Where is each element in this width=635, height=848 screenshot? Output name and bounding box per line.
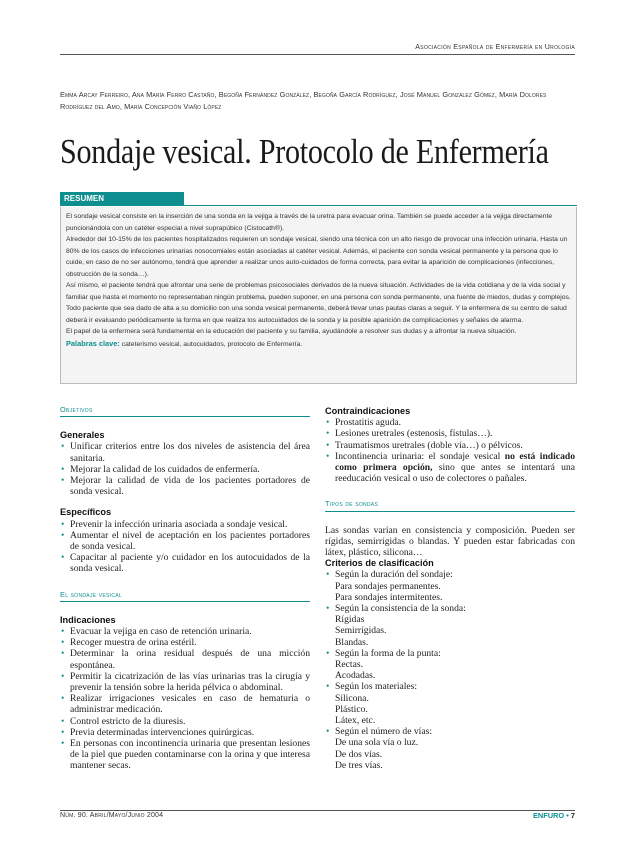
subheading-generales: Generales xyxy=(60,430,105,441)
resumen-paragraph: El sondaje vesical consiste en la inserción de una sonda en la vejiga a través de la uretra para evacuar orina. También se puede acceder a la vejiga directamente puncionándola con un catéter especial a nivel suprapúbico (Cistocath®). xyxy=(66,213,553,232)
contraindicaciones-list xyxy=(325,417,575,484)
list-item xyxy=(325,451,575,485)
contra-text: Incontinencia urinaria: el sondaje vesical xyxy=(335,450,505,462)
article-title: Sondaje vesical. Protocolo de Enfermería xyxy=(60,132,549,171)
contra-bold: no está indicado como primera opción, xyxy=(335,450,575,474)
header-rule xyxy=(60,54,575,55)
resumen-paragraph: El papel de la enfermera será fundamental en la educación del paciente y su familia, ayudándole a resolver sus dudas y a afrontar la nueva situación. xyxy=(66,328,517,335)
resumen-paragraph: Alrededor del 10-15% de los pacientes hospitalizados requieren un sondaje vesical, siendo una técnica con un alto riesgo de provocar una infección urinaria. Hasta un 80% de los casos de infecciones urinarias nosocomiales están asociadas al catéter vesical. Además, el paciente con sonda vesical permanente y la persona que lo cuide, en caso de no ser autónomo, tendrá que aprender a realizar unos auto-cuidados de forma correcta, para evitar la aparición de complicaciones (infecciones, obstrucción de la sonda…). xyxy=(66,236,568,278)
footer-page xyxy=(533,811,575,820)
list-item: • Permitir la cicatrización de las vías urinarias tras la cirugía y prevenir la tensión sobre la herida pélvica o abdominal. xyxy=(60,671,310,693)
list-item: • Lesiones uretrales (estenosis, fístulas…). xyxy=(325,428,575,439)
footer-rule xyxy=(60,810,575,811)
list-item: • Determinar la orina residual después de una micción espontánea. xyxy=(60,648,310,670)
sub-item: Para sondajes permanentes. xyxy=(335,580,441,592)
subheading-contraindicaciones: Contraindicaciones xyxy=(325,406,411,416)
list-item: • Según el número de vías: xyxy=(325,726,575,737)
list-item: • Prevenir la infección urinaria asociada a sondaje vesical. xyxy=(60,519,310,530)
sub-item: Blandas. xyxy=(335,636,369,648)
journal-header: Asociación Española de Enfermería en Urología xyxy=(415,44,575,51)
sub-item: Para sondajes intermitentes. xyxy=(335,591,443,603)
list-item: • Previa determinadas intervenciones quirúrgicas. xyxy=(60,727,310,738)
sub-item: Silicona. xyxy=(335,692,369,704)
especificos-list xyxy=(60,519,310,575)
bullet-separator: • xyxy=(566,811,569,820)
list-item: • Según los materiales: xyxy=(325,681,575,692)
list-item: • Según la consistencia de la sonda: xyxy=(325,603,575,614)
authors: Emma Arcay Ferreiro, Ana María Ferro Castaño, Begoña Fernández González, Begoña García Rodríguez, José Manuel González Gómez, María Dolores Rodríguez del Amo, María Concepción Viaño López xyxy=(60,90,547,111)
sub-item: Rígidas xyxy=(335,614,365,626)
list-item: • Mejorar la calidad de los cuidados de enfermería. xyxy=(60,464,310,475)
left-column xyxy=(60,404,310,772)
section-sondaje-vesical: El sondaje vesical xyxy=(60,589,310,602)
sub-item: Rectas. xyxy=(335,659,363,671)
footer-issue: Núm. 90. Abril/Mayo/Junio 2004 xyxy=(60,812,164,819)
page-number: 7 xyxy=(570,811,575,820)
subheading-criterios: Criterios de clasificación xyxy=(325,558,434,569)
indicaciones-list xyxy=(60,626,310,772)
list-item: • Prostatitis aguda. xyxy=(325,417,575,428)
subheading-indicaciones: Indicaciones xyxy=(60,614,116,625)
list-item: • Realizar irrigaciones vesicales en caso de hematuria o administrar medicación. xyxy=(60,693,310,715)
contra-text: sino que antes se intentará una reeducación vesical o uso de colectores o pañales. xyxy=(335,462,575,485)
journal-name: ENFURO xyxy=(532,811,565,820)
list-item: • Capacitar al paciente y/o cuidador en los autocuidados de la sonda vesical. xyxy=(60,552,310,574)
generales-list xyxy=(60,441,310,497)
sub-item: De tres vías. xyxy=(335,759,383,771)
keywords-label: Palabras clave: xyxy=(66,338,120,348)
sub-item: Látex, etc. xyxy=(335,715,376,727)
list-item: • Según la duración del sondaje: xyxy=(325,569,575,580)
tipos-paragraph: Las sondas varían en consistencia y composición. Pueden ser rígidas, semirrígidas o blandas. Y pueden estar fabricadas con látex, plástico, silicona… xyxy=(325,524,575,559)
section-tipos-de-sondas: Tipos de sondas xyxy=(325,498,575,511)
subheading-especificos: Específicos xyxy=(60,507,112,518)
section-objetivos: Objetivos xyxy=(60,404,310,417)
sub-item: Semirrígidas. xyxy=(335,625,387,637)
resumen-paragraph: Así mismo, el paciente tendrá que afrontar una serie de problemas psicosociales derivados de la nueva situación. Actividades de la vida cotidiana y de la vida social y familiar que hasta el momento no representaban ningún problema, pueden suponer, en una persona con sonda permanente, una fuente de miedos, dudas y complejos. xyxy=(66,282,571,301)
criterios-list xyxy=(325,569,575,580)
list-item: • Unificar criterios entre los dos niveles de asistencia del área sanitaria. xyxy=(60,441,310,463)
list-item: • Aumentar el nivel de aceptación en los pacientes portadores de sonda vesical. xyxy=(60,530,310,552)
sub-item: Acodadas. xyxy=(335,670,376,682)
keywords xyxy=(66,338,571,351)
criterios-list xyxy=(325,681,575,692)
list-item: • En personas con incontinencia urinaria que presentan lesiones de la piel que pueden contaminarse con la orina y que interesa mantener secas. xyxy=(60,738,310,772)
criterios-list xyxy=(325,648,575,659)
keywords-text: cateterismo vesical, autocuidados, protocolo de Enfermería. xyxy=(121,340,303,348)
list-item: • Según la forma de la punta: xyxy=(325,648,575,659)
list-item: • Traumatismos uretrales (doble vía…) o pélvicos. xyxy=(325,440,575,451)
resumen-heading: RESUMEN xyxy=(60,192,184,206)
sub-item: De dos vías. xyxy=(335,748,383,760)
list-item: • Control estricto de la diuresis. xyxy=(60,716,310,727)
sub-item: De una sola vía o luz. xyxy=(335,737,419,749)
criterios-list xyxy=(325,726,575,737)
criterios-list xyxy=(325,603,575,614)
list-item: • Evacuar la vejiga en caso de retención urinaria. xyxy=(60,626,310,637)
right-column xyxy=(325,406,575,771)
resumen-rule xyxy=(60,205,577,206)
list-item: • Mejorar la calidad de vida de los pacientes portadores de sonda vesical. xyxy=(60,475,310,497)
resumen-paragraph: Todo paciente que sea dado de alta a su domicilio con una sonda vesical permanente, deberá llevar unas pautas claras a seguir. Y la enfermera de su centro de salud deberá ir evaluando periódicamente la forma en que realiza los autocuidados de la sonda y la posible aparición de complicaciones y señales de alarma. xyxy=(66,305,567,324)
list-item: • Recoger muestra de orina estéril. xyxy=(60,637,310,648)
resumen-text xyxy=(66,211,571,350)
sub-item: Plástico. xyxy=(335,703,368,715)
